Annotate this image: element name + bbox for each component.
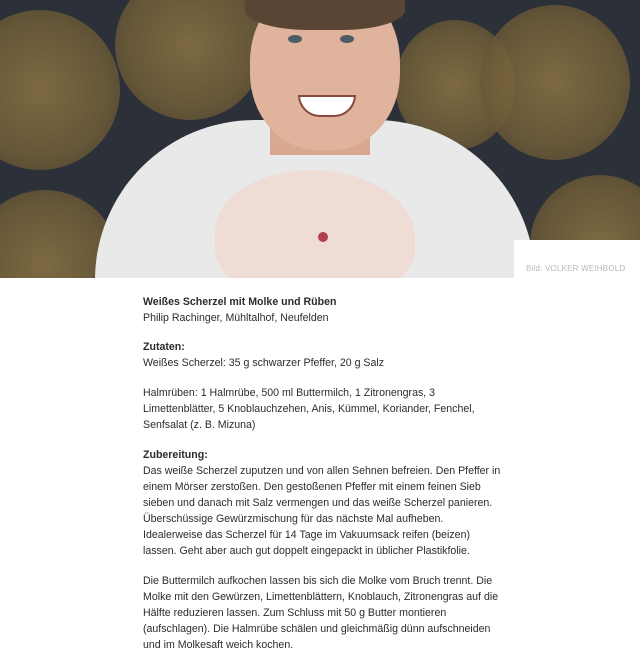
ingredients-halmrueben: Halmrüben: 1 Halmrübe, 500 ml Buttermilch, 1 Zitronengras, 3 Limettenblätter, 5 Knoblauchzehen, Anis, Kümmel, Koriander, Fenchel, Senfsalat (z. B. Mizuna) <box>143 387 475 431</box>
hero-photo <box>0 0 640 278</box>
preparation-step-1: Das weiße Scherzel zuputzen und von allen Sehnen befreien. Den Pfeffer in einem Mörser zerstoßen. Den gestoßenen Pfeffer mit einem feinen Sieb sieben und danach mit Salz vermengen und das weiße Scherzel panieren. Überschüssige Gewürzmischung für das nächste Mal aufheben. Idealerweise das Scherzel für 14 Tage im Vakuumsack reifen (beizen) lassen. Geht aber auch gut doppelt eingepackt in üblicher Plastikfolie. <box>143 465 501 557</box>
preparation-heading: Zubereitung: <box>143 449 208 461</box>
recipe-content <box>143 294 503 653</box>
background-disc <box>480 5 630 160</box>
recipe-title: Weißes Scherzel mit Molke und Rüben <box>143 296 337 308</box>
photo-credit: Bild: VOLKER WEIHBOLD <box>526 264 626 273</box>
recipe-author: Philip Rachinger, Mühltalhof, Neufelden <box>143 312 329 324</box>
chef-eye <box>340 35 354 43</box>
preparation-step-2: Die Buttermilch aufkochen lassen bis sich die Molke vom Bruch trennt. Die Molke mit den Gewürzen, Limettenblättern, Knoblauch, Zitronengras auf die Hälfte reduzieren lassen. Zum Schluss mit 50 g Butter montieren (aufschlagen). Die Halmrübe schälen und gleichmäßig dünn aufschneiden und im Molkesaft weich kochen. <box>143 575 499 651</box>
chef-eye <box>288 35 302 43</box>
meat-spot <box>318 232 328 242</box>
background-disc <box>115 0 265 120</box>
ingredients-scherzel: Weißes Scherzel: 35 g schwarzer Pfeffer, 20 g Salz <box>143 357 385 369</box>
chef-hair <box>245 0 405 30</box>
ingredients-heading: Zutaten: <box>143 341 185 353</box>
background-disc <box>0 10 120 170</box>
